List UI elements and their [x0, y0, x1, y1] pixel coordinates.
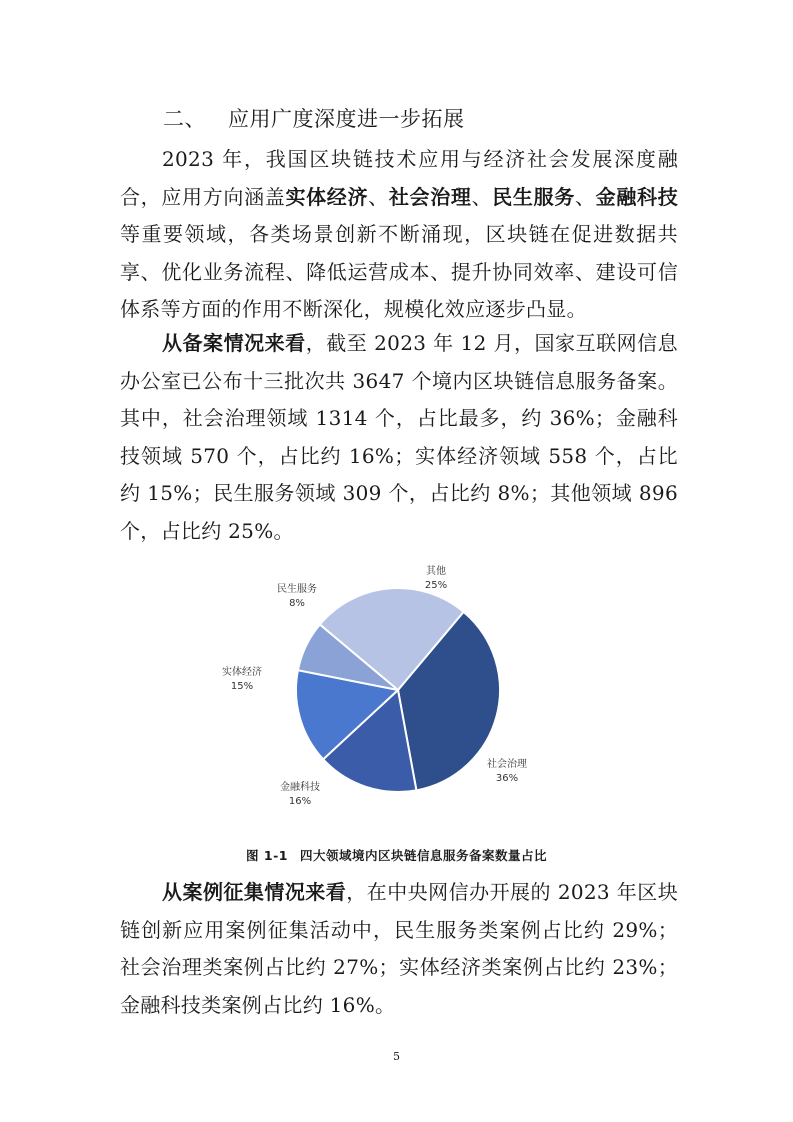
keyword-fintech: 金融科技: [595, 184, 678, 209]
slice-name-label: 社会治理: [487, 759, 527, 770]
paragraph-text: 、: [471, 184, 493, 209]
slice-name-label: 实体经济: [222, 667, 262, 678]
slice-name-label: 民生服务: [277, 584, 317, 595]
slice-value-label: 15%: [230, 681, 254, 692]
paragraph-text: 、: [368, 184, 389, 209]
paragraph-filing-status: [120, 325, 678, 551]
pie-chart-svg: [200, 560, 560, 810]
section-number: 二、: [163, 107, 206, 131]
paragraph-lead: 从备案情况来看: [162, 331, 306, 355]
paragraph-text: 2023 年，我国区块链技术应用与经济社会发展深度融合，应用方向涵盖: [120, 147, 678, 209]
paragraph-text: ，截至 2023 年 12 月，国家互联网信息办公室已公布十三批次共 3647 个境内区块链信息服务备案。其中，社会治理领域 1314 个，占比最多，约 36%；金融科技领域 570 个，占比约 16%；实体经济领域 558 个，占比约 15%；民生服务领域 309 个，占比约 8%；其他领域 896 个，占比约 25%。: [120, 331, 678, 543]
paragraph-case-collection: [120, 874, 678, 1024]
section-heading: [163, 103, 465, 135]
keyword-real-economy: 实体经济: [285, 184, 369, 209]
figure-title: 四大领域境内区块链信息服务备案数量占比: [299, 848, 547, 863]
keyword-livelihood-services: 民生服务: [492, 184, 575, 209]
slice-name-label: 其他: [426, 566, 446, 577]
figure-number: 图 1-1: [246, 848, 288, 863]
slice-value-label: 36%: [495, 773, 519, 784]
section-title: 应用广度深度进一步拓展: [228, 107, 465, 131]
paragraph-lead: 从案例征集情况来看: [162, 880, 347, 904]
figure-caption: [0, 846, 793, 864]
slice-value-label: 8%: [289, 598, 305, 609]
slice-value-label: 25%: [424, 580, 448, 591]
paragraph-text: ，在中央网信办开展的 2023 年区块链创新应用案例征集活动中，民生服务类案例占比约 29%；社会治理类案例占比约 27%；实体经济类案例占比约 23%；金融科技类案例占比约 16%。: [120, 880, 678, 1017]
slice-value-label: 16%: [288, 796, 312, 807]
slice-name-label: 金融科技: [280, 782, 320, 793]
paragraph-application-scope: [120, 141, 678, 329]
paragraph-text: 、: [574, 184, 596, 209]
pie-chart: [200, 560, 560, 810]
page-number: 5: [393, 1050, 400, 1063]
paragraph-text: 等重要领域，各类场景创新不断涌现，区块链在促进数据共享、优化业务流程、降低运营成本、提升协同效率、建设可信体系等方面的作用不断深化，规模化效应逐步凸显。: [120, 222, 678, 322]
keyword-social-governance: 社会治理: [388, 184, 472, 209]
